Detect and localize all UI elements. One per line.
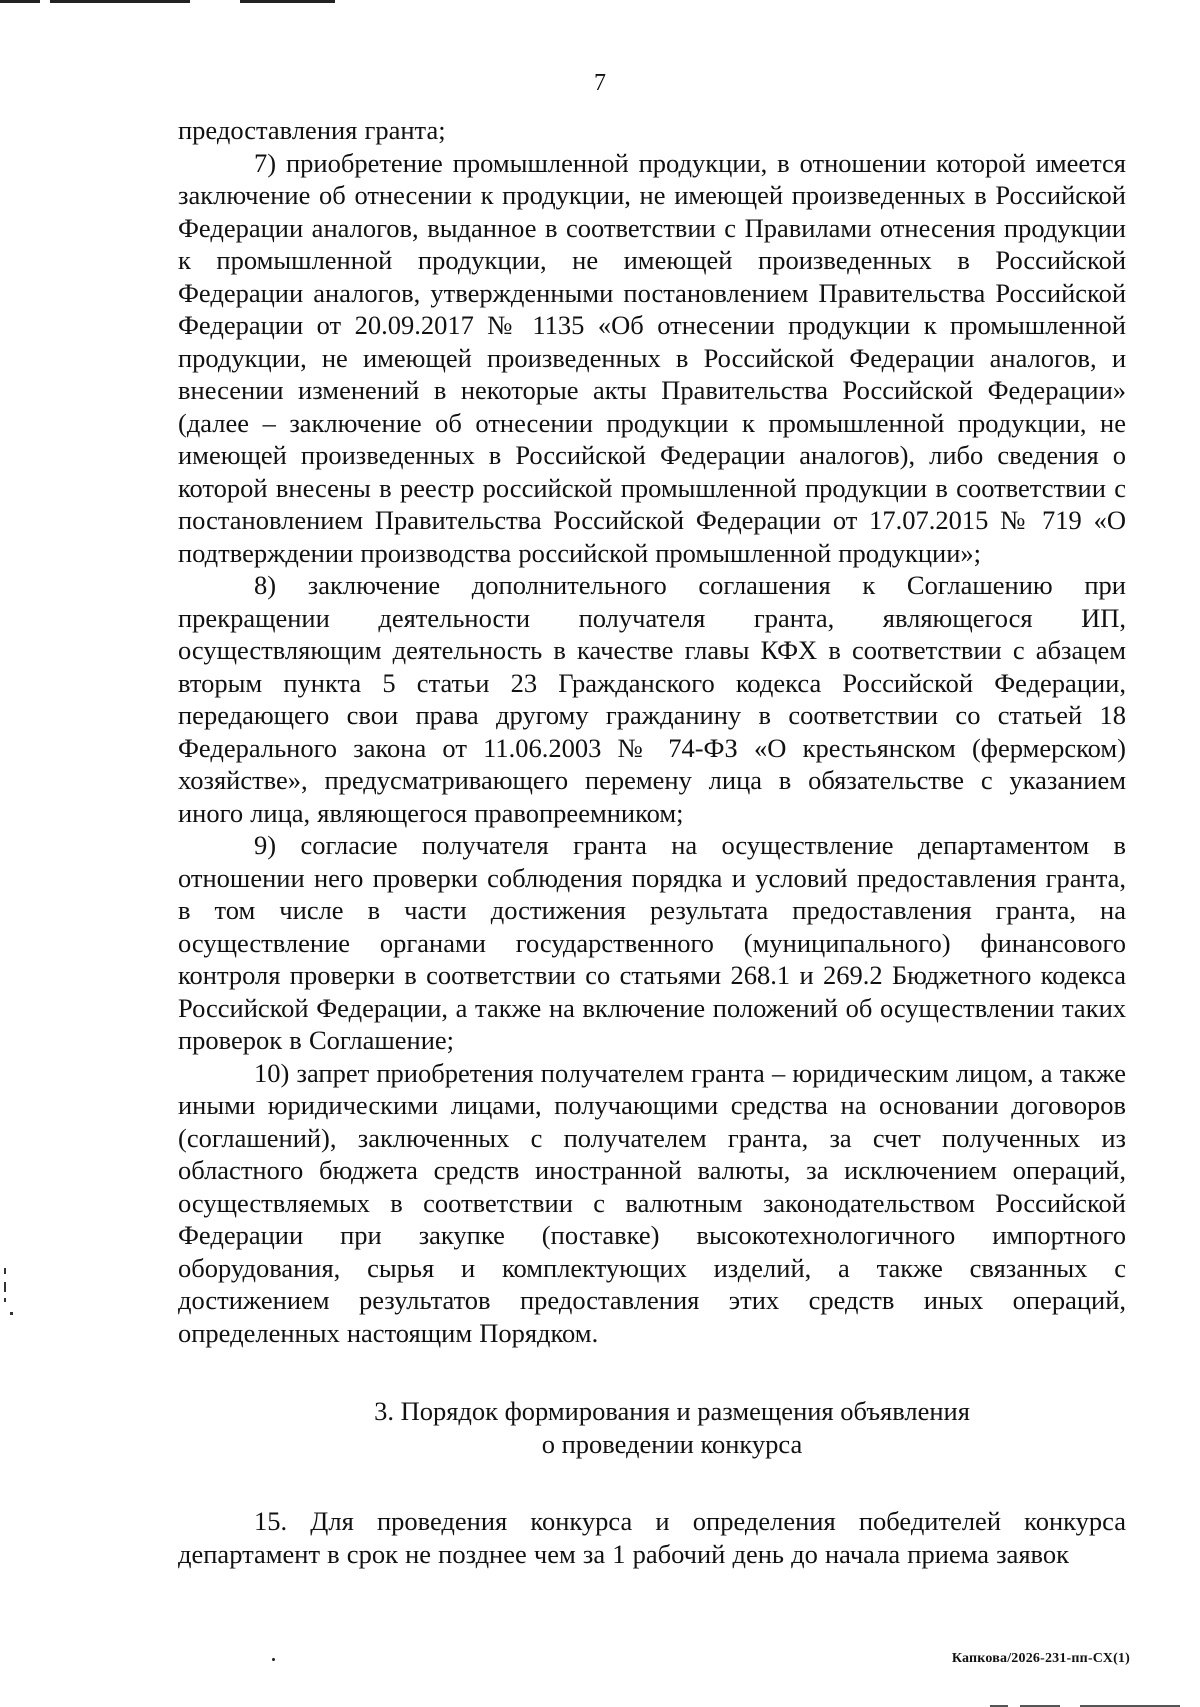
list-item-8: 8) заключение дополнительного соглашения к Соглашению при прекращении деятельности получателя гранта, являющегося ИП, осуществляющим деятельность в качестве главы КФХ в соответствии с абзацем вторым пункта 5 статьи 23 Гражданского кодекса Российской Федерации, передающего свои права другому гражданину в соответствии со статьей 18 Федерального закона от 11.06.2003 № 74-ФЗ «О крестьянском (фермерском) хозяйстве», предусматривающего перемену лица в обязательстве с указанием иного лица, являющегося правопреемником; xyxy=(178,570,1126,828)
list-item-9: 9) согласие получателя гранта на осуществление департаментом в отношении него проверки соблюдения порядка и условий предоставления гранта, в том числе в части достижения результата предоставления гранта, на осуществление органами государственного (муниципального) финансового контроля проверки в соответствии со статьями 268.1 и 269.2 Бюджетного кодекса Российской Федерации, а также на включение положений об осуществлении таких проверок в Соглашение; xyxy=(178,830,1126,1055)
paragraph-continuation: предоставления гранта; xyxy=(178,115,446,145)
document-body xyxy=(178,114,1126,1570)
section-heading-line-1: 3. Порядок формирования и размещения объявления xyxy=(374,1396,970,1426)
scan-dot xyxy=(272,1658,275,1661)
scan-artifact-bottom xyxy=(990,1703,1190,1707)
scan-artifact-left xyxy=(2,1268,14,1318)
document-code: Капкова/2026-231-пп-СХ(1) xyxy=(951,1651,1130,1666)
scan-artifact-top xyxy=(0,0,380,4)
list-item-10: 10) запрет приобретения получателем гранта – юридическим лицом, а также иными юридическими лицами, получающими средства на основании договоров (соглашений), заключенных с получателем гранта, за счет полученных из областного бюджета средств иностранной валюты, за исключением операций, осуществляемых в соответствии с валютным законодательством Российской Федерации при закупке (поставке) высокотехнологичного импортного оборудования, сырья и комплектующих изделий, а также связанных с достижением результатов предоставления этих средств иных операций, определенных настоящим Порядком. xyxy=(178,1057,1126,1348)
list-item-7: 7) приобретение промышленной продукции, в отношении которой имеется заключение об отнесении к продукции, не имеющей произведенных в Российской Федерации аналогов, выданное в соответствии с Правилами отнесения продукции к промышленной продукции, не имеющей произведенных в Российской Федерации аналогов, утвержденными постановлением Правительства Российской Федерации от 20.09.2017 № 1135 «Об отнесении продукции к промышленной продукции, не имеющей произведенных в Российской Федерации аналогов, и внесении изменений в некоторые акты Правительства Российской Федерации» (далее – заключение об отнесении продукции к промышленной продукции, не имеющей произведенных в Российской Федерации аналогов), либо сведения о которой внесены в реестр российской промышленной продукции в соответствии с постановлением Правительства Российской Федерации от 17.07.2015 № 719 «О подтверждении производства российской промышленной продукции»; xyxy=(178,147,1126,568)
section-heading-line-2: о проведении конкурса xyxy=(541,1429,803,1459)
page-number: 7 xyxy=(594,70,606,96)
paragraph-15: 15. Для проведения конкурса и определения победителей конкурса департамент в срок не позднее чем за 1 рабочий день до начала приема заявок xyxy=(178,1506,1126,1569)
section-heading xyxy=(178,1395,1126,1461)
